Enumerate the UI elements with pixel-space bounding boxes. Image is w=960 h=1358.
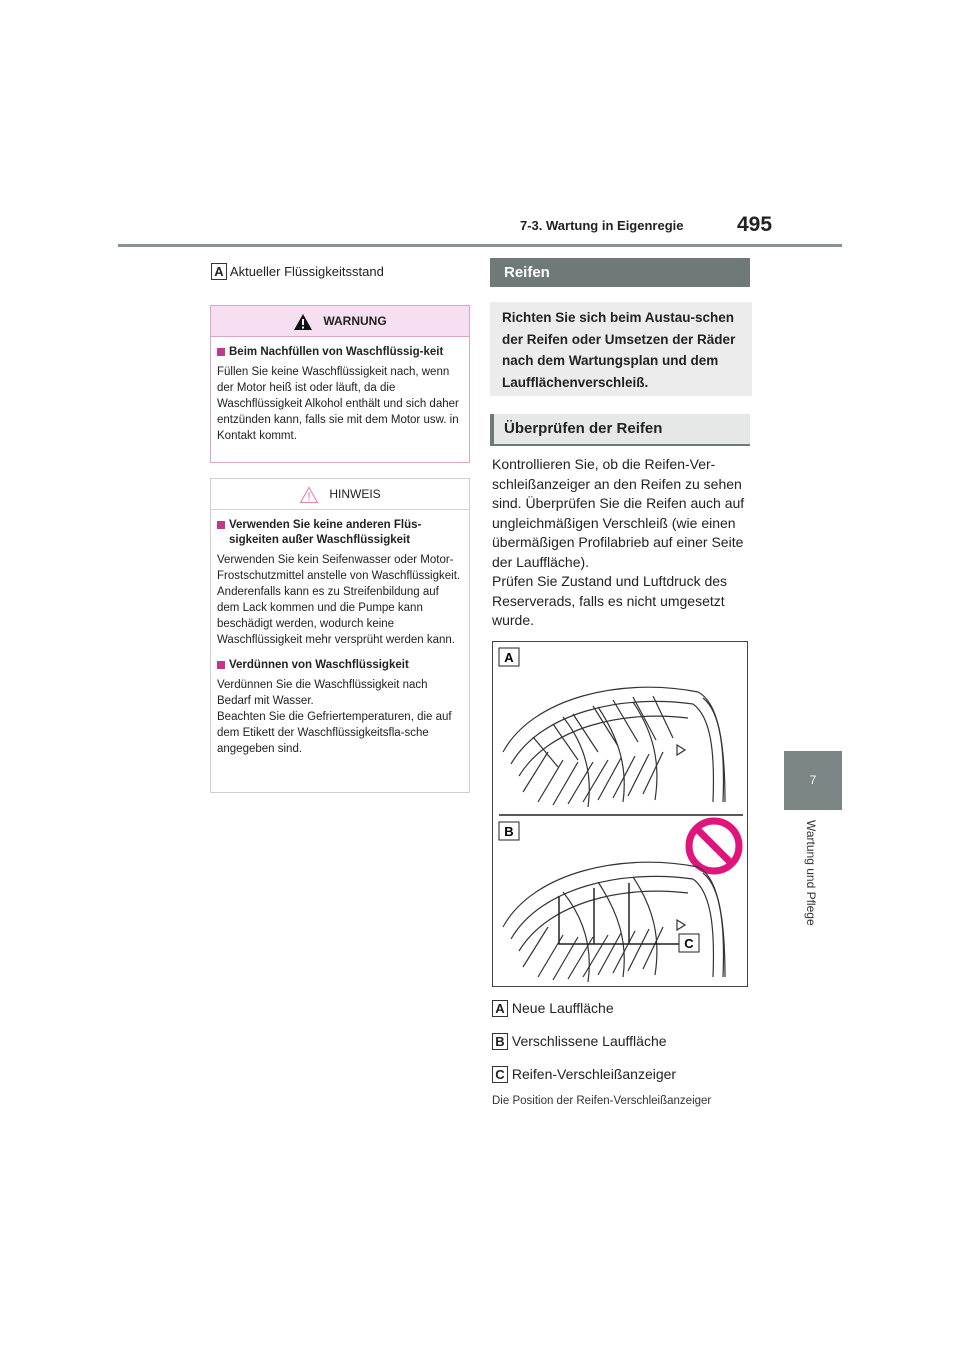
note-item-1-text: Verwenden Sie kein Seifenwasser oder Motor-Frostschutzmittel anstelle von Waschflüssigkeit. Anderenfalls kann es zu Streifenbildung auf dem Lack kommen und die Pumpe kann beschädigt werden, wodurch keine Waschflüssigkeit mehr versprüht werden kann.	[217, 554, 461, 646]
caution-outline-icon	[299, 486, 319, 504]
bullet-square-icon	[217, 521, 225, 529]
warning-title: WARNUNG	[323, 314, 387, 328]
figure-label-b: B	[504, 824, 514, 839]
note-item-2-title	[217, 658, 463, 673]
warning-box	[210, 305, 470, 463]
header-divider	[118, 244, 842, 247]
caption-c	[492, 1066, 676, 1083]
chapter-tab: 7	[784, 751, 842, 810]
section-heading-reifen: Reifen	[490, 258, 750, 287]
caption-text: Aktueller Flüssigkeitsstand	[229, 264, 384, 279]
page-number: 495	[737, 213, 773, 236]
caption-a	[492, 1000, 614, 1017]
tire-drawing	[493, 642, 747, 986]
caption-b	[492, 1033, 667, 1050]
caption-letter-a: A	[211, 263, 227, 280]
caption-letter-a: A	[492, 1000, 508, 1017]
section-title: 7-3. Wartung in Eigenregie	[520, 218, 684, 233]
subheading-tire-check: Überprüfen der Reifen	[490, 414, 750, 446]
warning-icon	[293, 313, 313, 331]
caption-a-text: Neue Lauffläche	[511, 1000, 614, 1016]
figure-footnote: Die Position der Reifen-Verschleißanzeiger	[492, 1095, 712, 1107]
tire-check-text: Kontrollieren Sie, ob die Reifen-Ver-schleißanzeiger an den Reifen zu sehen sind. Überprüfen Sie die Reifen auch auf ungleichmäßigen Verschleiß (wie einen übermäßigen Profilabrieb auf einer Seite der Lauffläche). Prüfen Sie Zustand und Luftdruck des Reserverads, falls es nicht umgesetzt wurde.	[492, 456, 745, 628]
summary-box: Richten Sie sich beim Austau-schen der Reifen oder Umsetzen der Räder nach dem Wartungsplan und dem Laufflächenverschleiß.	[490, 302, 752, 396]
bullet-square-icon	[217, 348, 225, 356]
bullet-square-icon	[217, 661, 225, 669]
caption-b-text: Verschlissene Lauffläche	[511, 1033, 667, 1049]
new-tread-tire	[503, 687, 725, 807]
caption-letter-c: C	[492, 1066, 508, 1083]
note-item-1-title	[217, 518, 463, 548]
prohibition-icon	[689, 821, 739, 871]
caption-c-text: Reifen-Verschleißanzeiger	[511, 1066, 677, 1082]
note-title-bar	[211, 479, 469, 510]
warning-bullet-title	[217, 345, 463, 360]
worn-tread-tire	[503, 862, 725, 982]
note-item-2-text: Verdünnen Sie die Waschflüssigkeit nach Bedarf mit Wasser. Beachten Sie die Gefriertemperaturen, die auf dem Etikett der Waschflüssigkeitsfla-sche angegeben sind.	[217, 679, 452, 755]
tire-illustration	[492, 641, 748, 987]
warning-bullet-text: Beim Nachfüllen von Waschflüssig-keit	[229, 346, 444, 358]
note-item-1-title-text: Verwenden Sie keine anderen Flüs-sigkeiten außer Waschflüssigkeit	[229, 519, 422, 546]
caption-letter-b: B	[492, 1033, 508, 1050]
figure-label-c: C	[684, 936, 694, 951]
figure-label-a: A	[504, 650, 514, 665]
fluid-level-caption	[211, 263, 384, 280]
note-item-2-title-text: Verdünnen von Waschflüssigkeit	[229, 659, 409, 671]
note-title: HINWEIS	[329, 487, 381, 501]
chapter-label: Wartung und Pflege	[804, 820, 818, 926]
note-box	[210, 478, 470, 793]
warning-text: Füllen Sie keine Waschflüssigkeit nach, wenn der Motor heiß ist oder läuft, da die Waschflüssigkeit Alkohol enthält und sich daher entzünden kann, falls sie mit dem Motor usw. in Kontakt kommt.	[217, 366, 459, 442]
warning-title-bar	[211, 306, 469, 337]
